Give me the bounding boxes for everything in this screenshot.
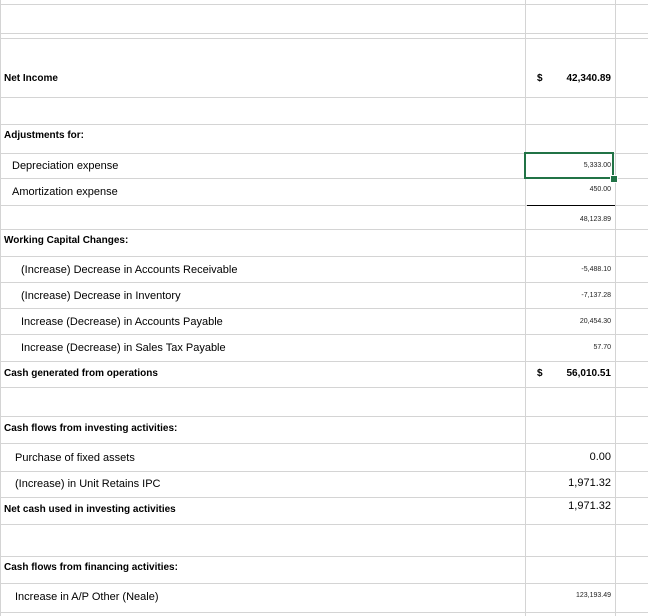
- row-border: [0, 282, 648, 283]
- net-investing-value[interactable]: 1,971.32: [568, 500, 611, 512]
- depreciation-value[interactable]: 5,333.00: [583, 162, 611, 169]
- unit-retains-value[interactable]: 1,971.32: [568, 477, 611, 489]
- subtotal-border: [527, 205, 615, 206]
- accounts-receivable-value[interactable]: -5,488.10: [581, 266, 611, 273]
- fill-handle[interactable]: [610, 175, 618, 183]
- fixed-assets-value[interactable]: 0.00: [589, 451, 611, 463]
- accounts-payable-label[interactable]: Increase (Decrease) in Accounts Payable: [21, 316, 223, 328]
- row-border: [0, 361, 648, 362]
- inventory-value[interactable]: -7,137.28: [581, 292, 611, 299]
- row-border: [0, 4, 648, 5]
- row-border: [0, 308, 648, 309]
- net-income-currency: $: [537, 73, 543, 84]
- row-border: [0, 97, 648, 98]
- inventory-label[interactable]: (Increase) Decrease in Inventory: [21, 290, 181, 302]
- row-border: [0, 524, 648, 525]
- row-border: [0, 334, 648, 335]
- ap-other-value[interactable]: 123,193.49: [575, 592, 611, 599]
- net-investing-label[interactable]: Net cash used in investing activities: [4, 504, 176, 515]
- sales-tax-payable-value[interactable]: 57.70: [593, 344, 611, 351]
- row-border: [0, 443, 648, 444]
- row-border: [0, 583, 648, 584]
- ap-other-label[interactable]: Increase in A/P Other (Neale): [15, 591, 159, 603]
- row-border: [0, 124, 648, 125]
- adjusted-subtotal-value[interactable]: 48,123.89: [579, 216, 611, 223]
- row-border: [0, 256, 648, 257]
- cash-from-operations-label[interactable]: Cash generated from operations: [4, 368, 158, 379]
- net-income-label[interactable]: Net Income: [4, 73, 58, 84]
- row-border: [0, 471, 648, 472]
- active-cell-selection[interactable]: [524, 152, 614, 179]
- unit-retains-label[interactable]: (Increase) in Unit Retains IPC: [15, 478, 161, 490]
- working-capital-header[interactable]: Working Capital Changes:: [4, 235, 129, 246]
- row-border: [0, 612, 648, 613]
- row-border: [0, 38, 648, 39]
- row-border: [0, 229, 648, 230]
- row-border: [0, 387, 648, 388]
- amortization-label[interactable]: Amortization expense: [12, 186, 118, 198]
- row-border: [0, 556, 648, 557]
- investing-header[interactable]: Cash flows from investing activities:: [4, 423, 178, 434]
- cash-from-operations-value[interactable]: 56,010.51: [566, 368, 611, 379]
- adjustments-header[interactable]: Adjustments for:: [4, 130, 84, 141]
- accounts-payable-value[interactable]: 20,454.30: [579, 318, 611, 325]
- row-border: [0, 497, 648, 498]
- depreciation-label[interactable]: Depreciation expense: [12, 160, 119, 172]
- row-border: [0, 33, 648, 34]
- net-income-value[interactable]: 42,340.89: [566, 73, 611, 84]
- accounts-receivable-label[interactable]: (Increase) Decrease in Accounts Receivable: [21, 264, 238, 276]
- row-border: [0, 416, 648, 417]
- fixed-assets-label[interactable]: Purchase of fixed assets: [15, 452, 135, 464]
- cash-from-operations-currency: $: [537, 368, 543, 379]
- financing-header[interactable]: Cash flows from financing activities:: [4, 562, 178, 573]
- amortization-value[interactable]: 450.00: [589, 186, 611, 193]
- sales-tax-payable-label[interactable]: Increase (Decrease) in Sales Tax Payable: [21, 342, 226, 354]
